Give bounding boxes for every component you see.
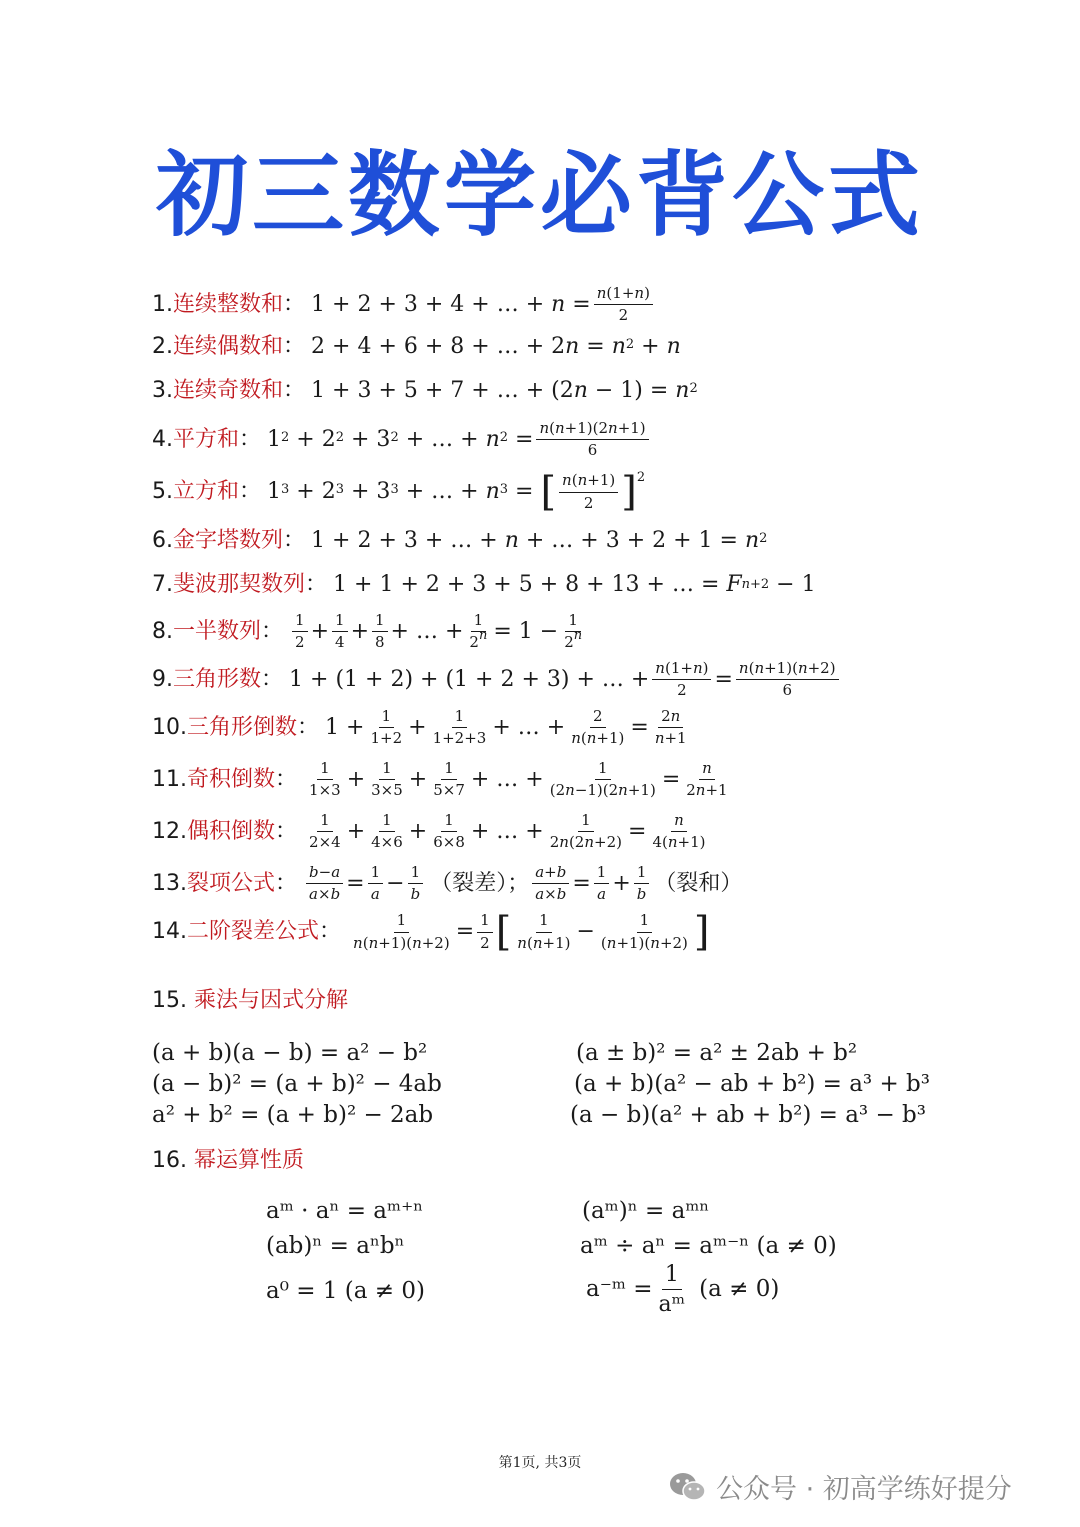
item-label: 一半数列 — [173, 618, 262, 644]
item-label: 连续奇数和 — [173, 378, 284, 403]
formula-s15-right-3: (a − b)(a² + ab + b²) = a³ − b³ — [570, 1102, 926, 1128]
formula-expression: 1 + (1 + 2) + (1 + 2 + 3) + … + $\frac{n(1+n)}{2}$ = $\frac{n(n+1)(n+2)}{6}$ — [289, 660, 842, 700]
section-label: 幂运算性质 — [194, 1148, 305, 1173]
formula-s16-left-1: aᵐ · aⁿ = aᵐ⁺ⁿ — [266, 1198, 424, 1224]
item-label: 立方和 — [173, 479, 240, 504]
item-colon: ： — [319, 919, 342, 944]
item-label: 裂项公式 — [187, 870, 276, 896]
formula-item-4 — [152, 420, 652, 460]
formula-s15-right-1: (a ± b)² = a² ± 2ab + b² — [576, 1040, 858, 1066]
item-number: 11. — [152, 766, 187, 792]
item-label: 二阶裂差公式 — [187, 919, 320, 944]
formula-item-2 — [152, 336, 681, 358]
formula-s16-right-3 — [586, 1262, 779, 1318]
item-number: 1. — [152, 291, 173, 317]
item-colon: ： — [283, 378, 306, 403]
item-colon: ： — [239, 479, 262, 504]
formula-s16-left-2: (ab)ⁿ = aⁿbⁿ — [266, 1233, 405, 1259]
formula-expression: 1 + $\frac{1}{1+2}$ + $\frac{1}{1+2+3}$ + … + $\frac{2}{n(n+1)}$ = $\frac{2n}{n+1}$ — [325, 707, 687, 748]
formula-item-12 — [152, 812, 711, 852]
formula-item-14 — [152, 909, 710, 955]
section-number: 16. — [152, 1148, 187, 1173]
item-label: 金字塔数列 — [173, 528, 284, 553]
wechat-icon — [668, 1470, 708, 1504]
item-number: 6. — [152, 528, 173, 553]
item-colon: ： — [283, 334, 306, 359]
formula-expression: 1 + 2 + 3 + … + n + … + 3 + 2 + 1 = n $^2$ — [311, 528, 768, 553]
item-number: 2. — [152, 334, 173, 359]
note-split-difference: （裂差）； — [430, 870, 530, 896]
formula-expression: $\frac{a+b}{a\times b}$ = $\frac{1}{a}$ + $\frac{1}{b}$ — [529, 864, 652, 904]
formula-expression: 1 + 3 + 5 + 7 + … + (2 n − 1) = n $^2$ — [311, 378, 698, 403]
formula-expression: 1 + 2 + 3 + 4 + … + n = $\frac{n(1+n)}{2}$ — [311, 285, 656, 325]
neg-exp-numerator: 1 — [662, 1262, 682, 1290]
item-number: 3. — [152, 378, 173, 403]
formula-expression: $\frac{1}{1\times 3}$ + $\frac{1}{3\times 5}$ + $\frac{1}{5\times 7}$ + … + $\frac{1}{(2n-1)(2n+1)}$ = $\frac{n}{2n+1}$ — [309, 759, 728, 800]
formula-expression: $\frac{1}{2}$ + $\frac{1}{4}$ + $\frac{1}{8}$ + … + $\frac{1}{2^n}$ = 1 − $\frac{1}{2^n}$ — [289, 612, 588, 652]
formula-expression: $\frac{1}{n(n+1)(n+2)}$ = $\frac{1}{2}$ [ $\frac{1}{n(n+1)}$ − $\frac{1}{(n+1)(n+2)}$ ] — [353, 909, 710, 955]
page-title: 初三数学必背公式 — [155, 142, 924, 249]
watermark — [668, 1467, 1012, 1506]
watermark-text: 公众号 · 初高学练好提分 — [716, 1474, 1012, 1505]
section-heading-16 — [152, 1150, 304, 1172]
formula-item-6 — [152, 530, 767, 552]
item-label: 平方和 — [173, 426, 240, 452]
item-number: 5. — [152, 479, 173, 504]
item-number: 13. — [152, 870, 187, 896]
formula-s15-left-2: (a − b)² = (a + b)² − 4ab — [152, 1071, 442, 1097]
section-number: 15. — [152, 988, 187, 1013]
item-colon: ： — [283, 291, 306, 317]
item-label: 斐波那契数列 — [173, 572, 306, 597]
item-colon: ： — [275, 818, 298, 844]
item-label: 奇积倒数 — [187, 766, 276, 792]
formula-s16-left-3: a⁰ = 1 (a ≠ 0) — [266, 1278, 425, 1304]
item-label: 三角形数 — [173, 666, 262, 692]
item-colon: ： — [305, 572, 328, 597]
item-number: 12. — [152, 818, 187, 844]
item-number: 9. — [152, 666, 173, 692]
formula-item-11 — [152, 760, 734, 800]
formula-expression: 1 $^3$ + 2 $^3$ + 3 $^3$ + … + n $^3$ = [ $\frac{n(n+1)}{2}$ ] $^2$ — [267, 469, 646, 515]
formula-item-8 — [152, 612, 588, 652]
item-number: 14. — [152, 919, 187, 944]
formula-expression: $\frac{1}{2\times 4}$ + $\frac{1}{4\times 6}$ + $\frac{1}{6\times 8}$ + … + $\frac{1}{2n(2n+2)}$ = $\frac{n}{4(n+1)}$ — [309, 811, 706, 852]
neg-exp-lhs: a⁻ᵐ = — [586, 1276, 653, 1303]
item-colon: ： — [261, 618, 284, 644]
item-colon: ： — [283, 528, 306, 553]
section-heading-15 — [152, 990, 348, 1012]
item-colon: ： — [275, 870, 298, 896]
formula-s15-left-1: (a + b)(a − b) = a² − b² — [152, 1040, 428, 1066]
formula-s15-left-3: a² + b² = (a + b)² − 2ab — [152, 1102, 434, 1128]
note-split-sum: （裂和） — [654, 870, 743, 896]
formula-item-5 — [152, 469, 646, 515]
item-colon: ： — [261, 666, 284, 692]
neg-exp-fraction — [656, 1262, 689, 1318]
item-number: 7. — [152, 572, 173, 597]
formula-expression: 1 + 1 + 2 + 3 + 5 + 8 + 13 + … = F n+2 − 1 — [333, 572, 816, 597]
item-label: 连续整数和 — [173, 291, 284, 317]
formula-item-1 — [152, 285, 656, 325]
formula-item-10 — [152, 708, 693, 748]
formula-item-7 — [152, 574, 816, 596]
item-colon: ： — [297, 714, 320, 740]
item-number: 10. — [152, 714, 187, 740]
formula-s16-right-1: (aᵐ)ⁿ = aᵐⁿ — [582, 1198, 710, 1224]
neg-exp-condition: (a ≠ 0) — [699, 1276, 780, 1303]
item-colon: ： — [239, 426, 262, 452]
item-label: 三角形倒数 — [187, 714, 298, 740]
formula-s16-right-2: aᵐ ÷ aⁿ = aᵐ⁻ⁿ (a ≠ 0) — [580, 1233, 837, 1259]
section-label: 乘法与因式分解 — [194, 988, 349, 1013]
formula-expression: 2 + 4 + 6 + 8 + … + 2 n = n $^2$ + n — [311, 334, 681, 359]
item-number: 4. — [152, 426, 173, 452]
item-colon: ： — [275, 766, 298, 792]
formula-s15-right-2: (a + b)(a² − ab + b²) = a³ + b³ — [574, 1071, 930, 1097]
item-label: 偶积倒数 — [187, 818, 276, 844]
formula-expression: $\frac{b-a}{a\times b}$ = $\frac{1}{a}$ − $\frac{1}{b}$ — [303, 864, 426, 904]
item-label: 连续偶数和 — [173, 334, 284, 359]
formula-expression: 1 $^2$ + 2 $^2$ + 3 $^2$ + … + n $^2$ = $\frac{n(n+1)(2n+1)}{6}$ — [267, 420, 652, 460]
neg-exp-denominator: aᵐ — [658, 1292, 686, 1318]
item-number: 8. — [152, 618, 173, 644]
formula-item-13 — [152, 864, 742, 904]
page-indicator: 第1页, 共3页 — [498, 1455, 582, 1471]
formula-item-9 — [152, 660, 842, 700]
formula-item-3 — [152, 380, 698, 402]
